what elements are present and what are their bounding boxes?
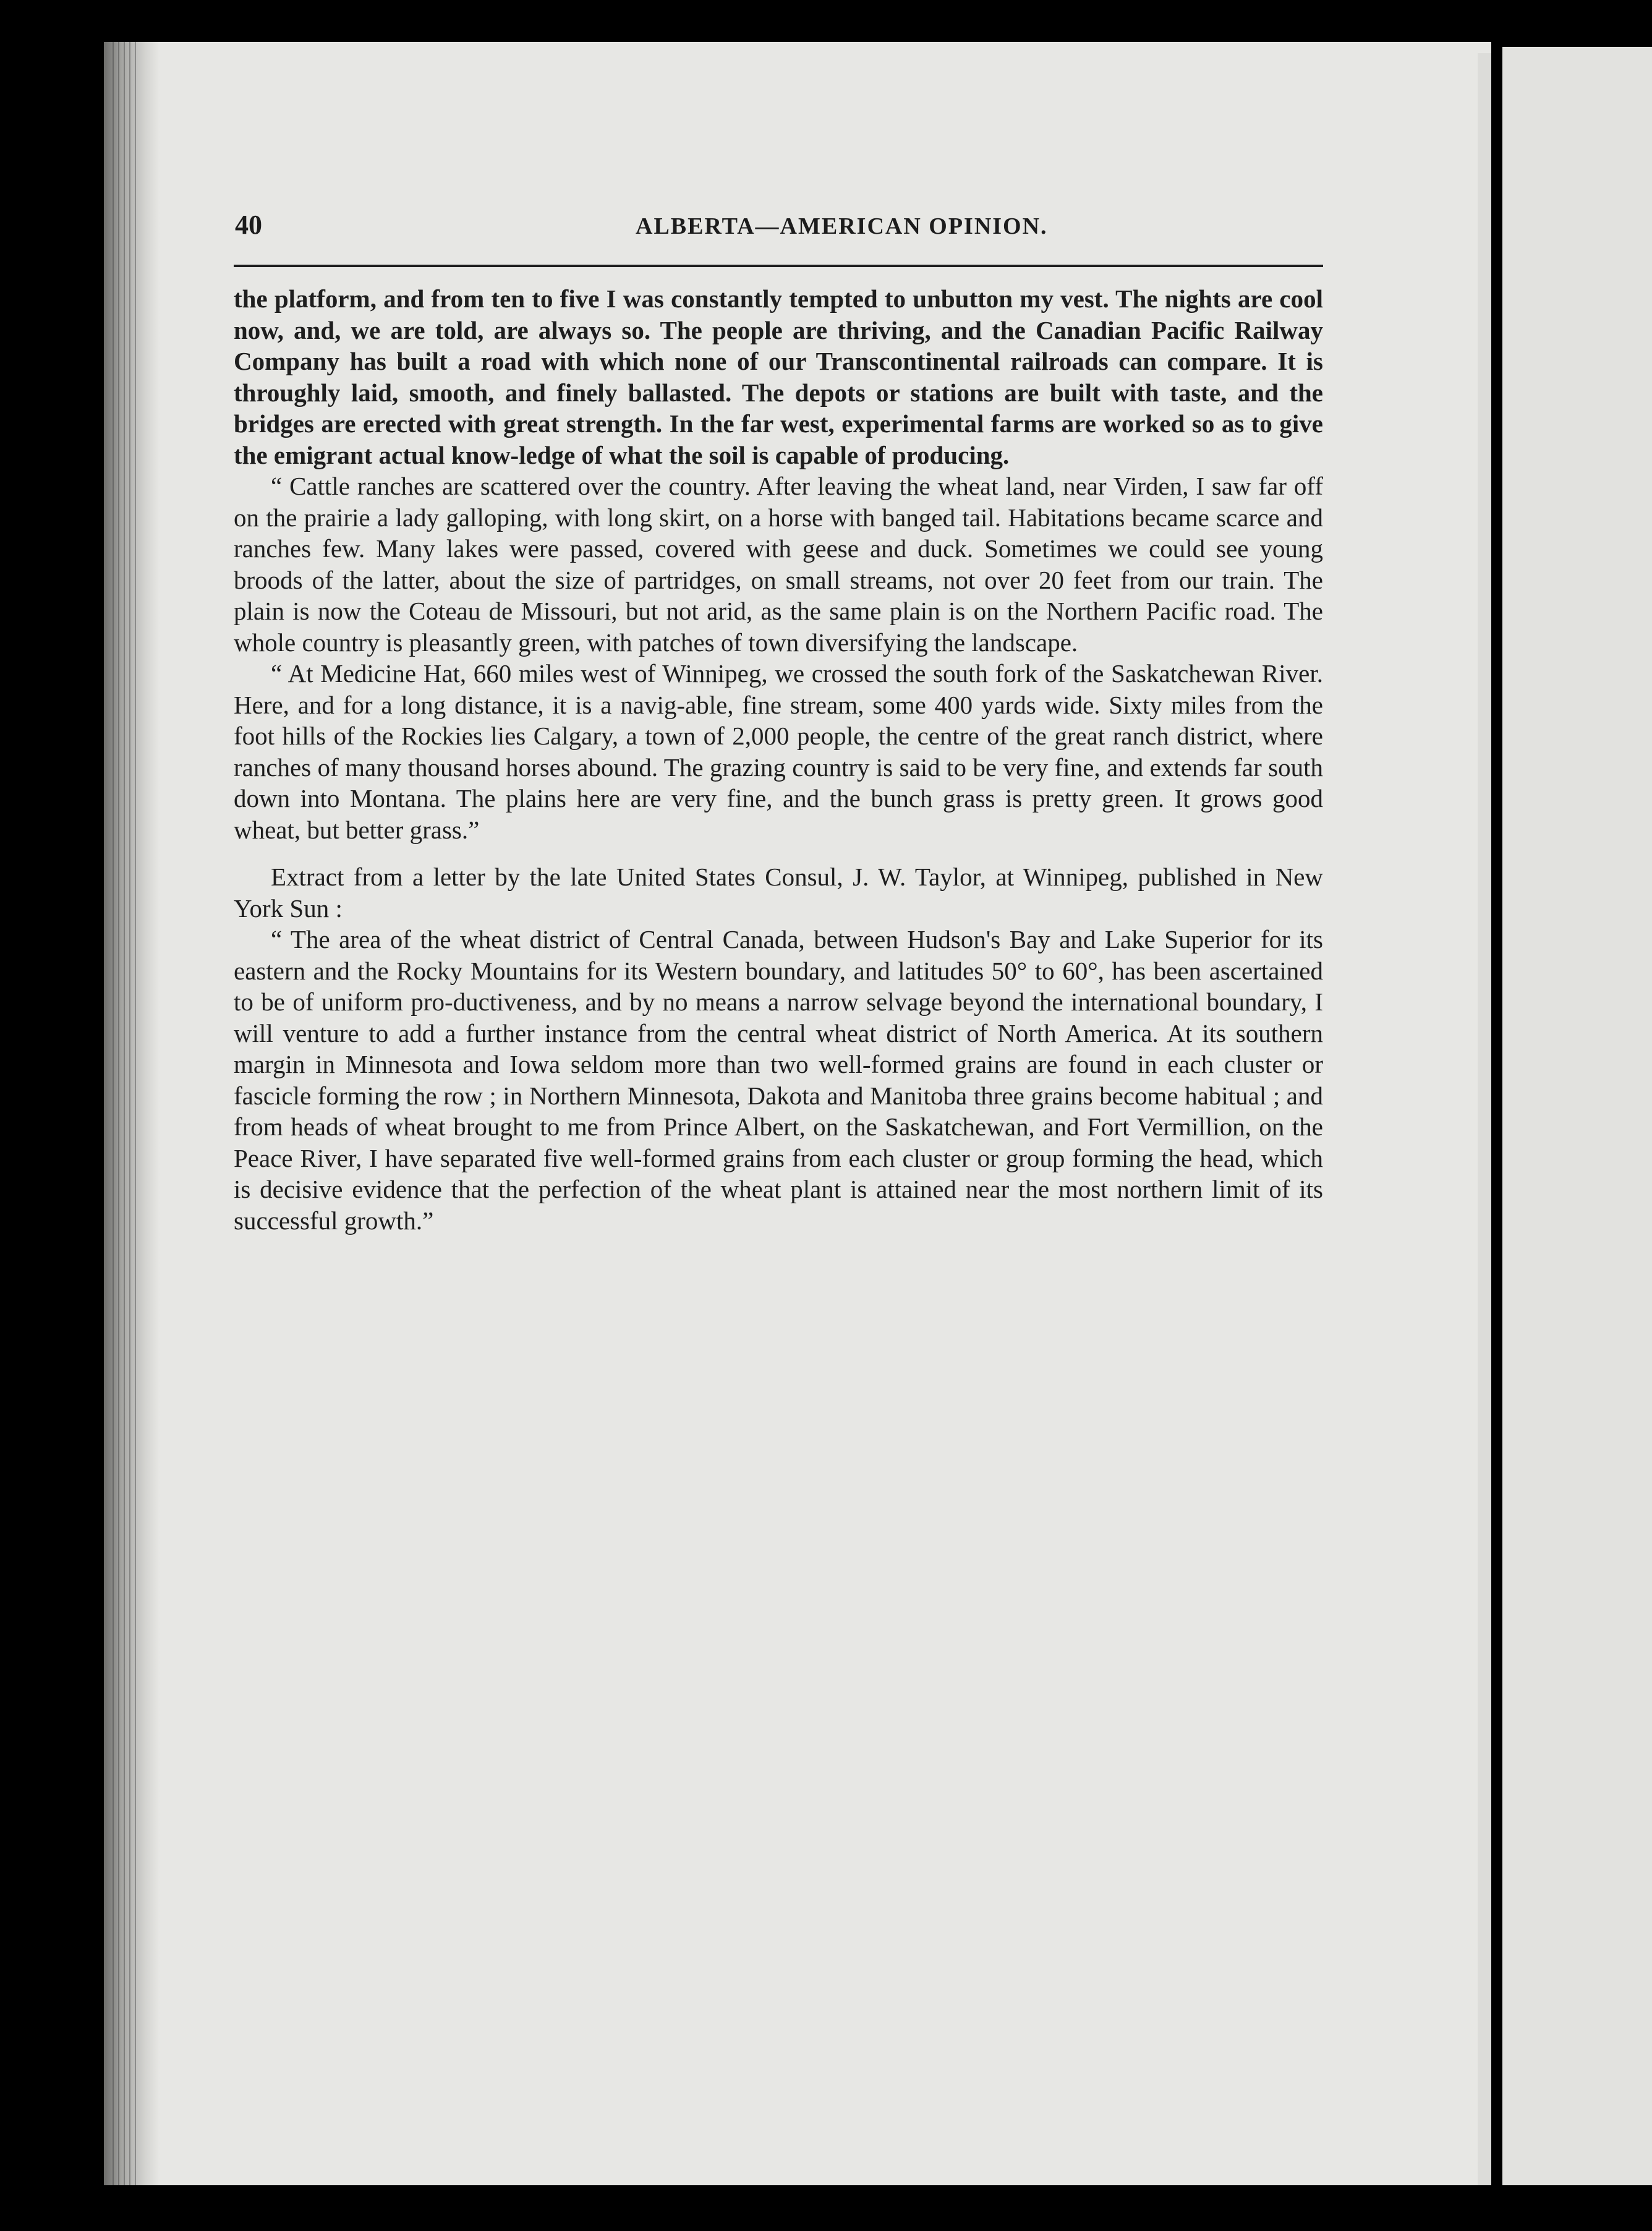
paragraph-continuation: the platform, and from ten to five I was constantly tempted to unbutton my vest. The nights are cool now, and, we are told, are always so. The people are thriving, and the Canadian Pacific Railway Company has built a road with which none of our Transcontinental railroads can compare. It is throughly laid, smooth, and finely ballasted. The depots or stations are built with taste, and the bridges are erected with great strength. In the far west, experimental farms are worked so as to give the emigrant actual know-ledge of what the soil is capable of producing.	[234, 284, 1323, 469]
binding-edge-lines	[113, 42, 137, 2185]
running-head: ALBERTA—AMERICAN OPINION.	[636, 213, 1048, 239]
adjacent-page	[1502, 47, 1652, 2185]
paragraph-extract-intro: Extract from a letter by the late United States Consul, J. W. Taylor, at Winnipeg, published in New York Sun :	[234, 863, 1323, 923]
page-number: 40	[235, 210, 262, 240]
header-rule	[234, 265, 1323, 267]
paragraph-cattle-ranches: “ Cattle ranches are scattered over the country. After leaving the wheat land, near Virden, I saw far off on the prairie a lady galloping, with long skirt, on a horse with banged tail. Habitations became scarce and ranches few. Many lakes were passed, covered with geese and duck. Sometimes we could see young broods of the latter, about the size of partridges, on small streams, not over 20 feet from our train. The plain is now the Coteau de Missouri, but not arid, as the same plain is on the Northern Pacific road. The whole country is pleasantly green, with patches of town diversifying the landscape.	[234, 472, 1323, 657]
paragraph-medicine-hat: “ At Medicine Hat, 660 miles west of Winnipeg, we crossed the south fork of the Saskatchewan River. Here, and for a long distance, it is a navig-able, fine stream, some 400 yards wide. Sixty miles from the foot hills of the Rockies lies Calgary, a town of 2,000 people, the centre of the great ranch district, where ranches of many thousand horses abound. The grazing country is said to be very fine, and extends far south down into Montana. The plains here are very fine, and the bunch grass is pretty green. It grows good wheat, but better grass.”	[234, 659, 1323, 844]
paragraph-taylor-letter: “ The area of the wheat district of Central Canada, between Hudson's Bay and Lake Superior for its eastern and the Rocky Mountains for its Western boundary, and latitudes 50° to 60°, has been ascertained to be of uniform pro-ductiveness, and by no means a narrow selvage beyond the international boundary, I will venture to add a further instance from the central wheat district of North America. At its southern margin in Minnesota and Iowa seldom more than two well-formed grains are found in each cluster or fascicle forming the row ; in Northern Minnesota, Dakota and Manitoba three grains become habitual ; and from heads of wheat brought to me from Prince Albert, on the Saskatchewan, and Fort Vermillion, on the Peace River, I have separated five well-formed grains from each cluster or group forming the head, which is decisive evidence that the perfection of the wheat plant is attained near the most northern limit of its successful growth.”	[234, 925, 1323, 1235]
body-text	[234, 283, 1323, 1236]
page-header	[235, 199, 1324, 255]
page-edge-strip	[1478, 53, 1491, 2185]
